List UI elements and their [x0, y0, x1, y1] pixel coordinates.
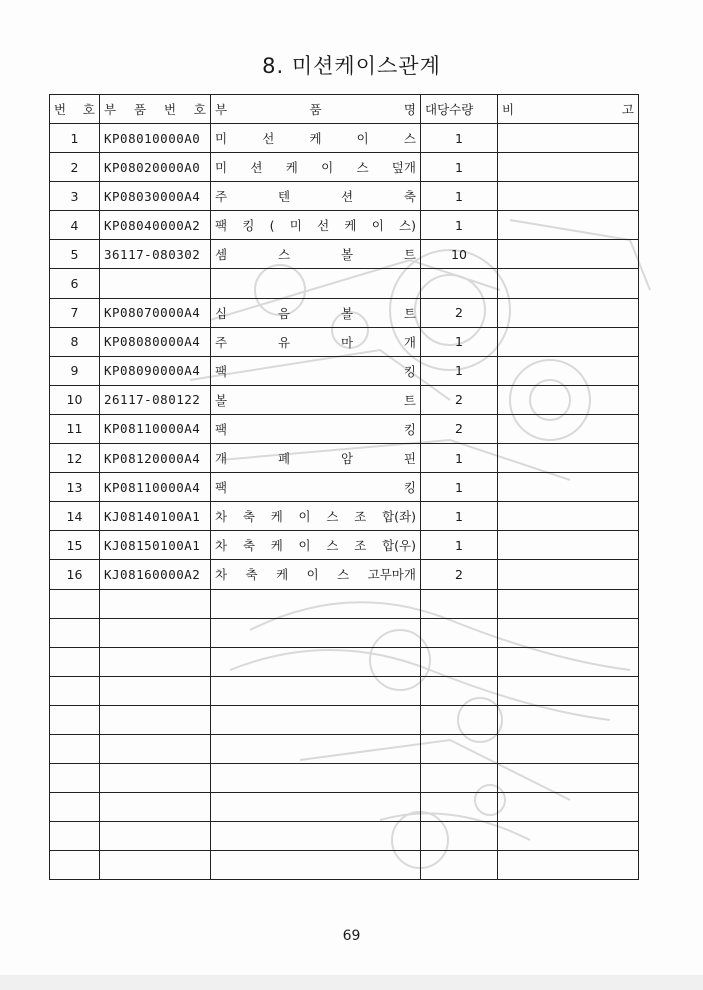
cell-part-name-label: 차 축 케 이 스 조 합(우) — [215, 538, 416, 554]
cell-part-no: KP08020000A0 — [100, 153, 211, 182]
cell-part-no: KP08010000A0 — [100, 124, 211, 153]
cell-qty — [421, 764, 498, 793]
header-part-name — [211, 95, 421, 124]
cell-qty: 10 — [421, 240, 498, 269]
cell-part-name — [211, 560, 421, 589]
header-qty-label: 대당수량 — [425, 102, 474, 117]
cell-no — [50, 618, 100, 647]
cell-qty: 1 — [421, 327, 498, 356]
table-row — [50, 211, 639, 240]
cell-part-name — [211, 240, 421, 269]
cell-part-no — [100, 734, 211, 763]
header-part-name-label: 부 품 명 — [215, 102, 416, 117]
cell-no — [50, 647, 100, 676]
cell-part-no: KJ08160000A2 — [100, 560, 211, 589]
cell-part-name — [211, 269, 421, 298]
parts-table — [49, 94, 639, 880]
scan-bottom-edge — [0, 975, 703, 990]
table-row — [50, 676, 639, 705]
table-row — [50, 240, 639, 269]
cell-qty: 2 — [421, 414, 498, 443]
table-row — [50, 589, 639, 618]
cell-qty — [421, 793, 498, 822]
cell-part-name — [211, 676, 421, 705]
cell-no: 3 — [50, 182, 100, 211]
cell-no — [50, 793, 100, 822]
section-title: 8. 미션케이스관계 — [262, 54, 441, 78]
table-row — [50, 414, 639, 443]
cell-qty — [421, 618, 498, 647]
cell-remark — [498, 385, 639, 414]
cell-qty: 2 — [421, 385, 498, 414]
header-remark-label: 비 고 — [502, 102, 634, 117]
cell-part-name — [211, 153, 421, 182]
cell-part-name-label: 미 선 케 이 스 — [215, 131, 416, 147]
cell-no: 8 — [50, 327, 100, 356]
table-row — [50, 153, 639, 182]
cell-qty: 1 — [421, 356, 498, 385]
table-row — [50, 327, 639, 356]
cell-part-name — [211, 444, 421, 473]
cell-part-name — [211, 734, 421, 763]
header-remark — [498, 95, 639, 124]
table-row — [50, 531, 639, 560]
cell-part-no: KP08070000A4 — [100, 298, 211, 327]
page-number: 69 — [342, 928, 361, 944]
cell-part-no: 36117-080302 — [100, 240, 211, 269]
table-row — [50, 764, 639, 793]
cell-part-name-label: 주 텐 션 축 — [215, 189, 416, 205]
cell-part-no: KP08120000A4 — [100, 444, 211, 473]
cell-part-name-label: 볼 트 — [215, 392, 416, 408]
table-row — [50, 851, 639, 880]
cell-part-no: KP08110000A4 — [100, 473, 211, 502]
cell-no: 11 — [50, 414, 100, 443]
cell-no: 10 — [50, 385, 100, 414]
cell-remark — [498, 211, 639, 240]
table-row — [50, 182, 639, 211]
table-row — [50, 647, 639, 676]
cell-qty: 1 — [421, 182, 498, 211]
cell-qty: 1 — [421, 153, 498, 182]
cell-remark — [498, 676, 639, 705]
cell-qty: 1 — [421, 124, 498, 153]
cell-part-no — [100, 269, 211, 298]
cell-no: 5 — [50, 240, 100, 269]
cell-part-name-label: 심 음 볼 트 — [215, 305, 416, 321]
cell-remark — [498, 356, 639, 385]
header-no — [50, 95, 100, 124]
cell-part-no — [100, 793, 211, 822]
header-qty — [421, 95, 498, 124]
cell-remark — [498, 502, 639, 531]
cell-no: 1 — [50, 124, 100, 153]
cell-part-no — [100, 647, 211, 676]
cell-qty: 1 — [421, 473, 498, 502]
header-no-label: 번 호 — [54, 102, 95, 117]
cell-part-no — [100, 589, 211, 618]
cell-qty — [421, 822, 498, 851]
cell-qty: 1 — [421, 502, 498, 531]
cell-part-name-label: 주 유 마 개 — [215, 334, 416, 350]
header-part-no — [100, 95, 211, 124]
cell-no — [50, 589, 100, 618]
table-row — [50, 298, 639, 327]
cell-qty: 2 — [421, 298, 498, 327]
cell-no — [50, 705, 100, 734]
cell-part-no — [100, 764, 211, 793]
cell-part-name-label: 차 축 케 이 스 고무마개 — [215, 567, 416, 583]
cell-part-name-label: 미 션 케 이 스 덮개 — [215, 160, 416, 176]
cell-no — [50, 734, 100, 763]
cell-part-no — [100, 705, 211, 734]
cell-no — [50, 676, 100, 705]
cell-part-name — [211, 385, 421, 414]
cell-part-no: KP08040000A2 — [100, 211, 211, 240]
cell-part-no — [100, 676, 211, 705]
cell-part-name — [211, 705, 421, 734]
cell-remark — [498, 124, 639, 153]
table-row — [50, 793, 639, 822]
cell-part-name — [211, 531, 421, 560]
cell-part-no: KP08090000A4 — [100, 356, 211, 385]
cell-part-no — [100, 851, 211, 880]
cell-part-name — [211, 647, 421, 676]
cell-qty — [421, 269, 498, 298]
cell-no: 4 — [50, 211, 100, 240]
cell-remark — [498, 153, 639, 182]
cell-part-name — [211, 764, 421, 793]
cell-no: 13 — [50, 473, 100, 502]
cell-qty — [421, 647, 498, 676]
cell-no: 7 — [50, 298, 100, 327]
cell-remark — [498, 269, 639, 298]
cell-remark — [498, 589, 639, 618]
cell-no: 15 — [50, 531, 100, 560]
cell-part-name — [211, 618, 421, 647]
cell-remark — [498, 822, 639, 851]
table-row — [50, 473, 639, 502]
cell-no: 9 — [50, 356, 100, 385]
cell-remark — [498, 764, 639, 793]
cell-remark — [498, 240, 639, 269]
cell-part-name — [211, 356, 421, 385]
cell-part-name-label: 팩 킹 — [215, 363, 416, 379]
cell-part-no — [100, 822, 211, 851]
cell-part-name — [211, 793, 421, 822]
cell-remark — [498, 705, 639, 734]
cell-remark — [498, 298, 639, 327]
cell-qty — [421, 705, 498, 734]
cell-qty: 1 — [421, 444, 498, 473]
cell-part-name — [211, 473, 421, 502]
cell-part-no: KP08110000A4 — [100, 414, 211, 443]
cell-remark — [498, 182, 639, 211]
cell-remark — [498, 793, 639, 822]
cell-no: 16 — [50, 560, 100, 589]
cell-qty: 1 — [421, 211, 498, 240]
cell-part-name — [211, 327, 421, 356]
cell-part-no: KJ08140100A1 — [100, 502, 211, 531]
cell-remark — [498, 327, 639, 356]
parts-table-body — [50, 124, 639, 880]
cell-remark — [498, 473, 639, 502]
cell-qty — [421, 734, 498, 763]
cell-part-name-label: 팩 킹 ( 미 선 케 이 스) — [215, 217, 416, 234]
cell-remark — [498, 851, 639, 880]
cell-part-name — [211, 851, 421, 880]
table-row — [50, 385, 639, 414]
table-row — [50, 822, 639, 851]
table-header-row — [50, 95, 639, 124]
table-row — [50, 705, 639, 734]
cell-part-name — [211, 502, 421, 531]
cell-part-name-label: 개 폐 암 핀 — [215, 451, 416, 467]
table-row — [50, 444, 639, 473]
cell-part-name — [211, 298, 421, 327]
cell-part-name — [211, 211, 421, 240]
cell-qty: 2 — [421, 560, 498, 589]
table-row — [50, 356, 639, 385]
table-row — [50, 618, 639, 647]
header-part-no-label: 부 품 번 호 — [104, 102, 206, 117]
cell-remark — [498, 444, 639, 473]
cell-qty — [421, 851, 498, 880]
cell-part-no: KP08080000A4 — [100, 327, 211, 356]
cell-remark — [498, 414, 639, 443]
cell-no: 14 — [50, 502, 100, 531]
cell-part-no — [100, 618, 211, 647]
cell-part-no: KP08030000A4 — [100, 182, 211, 211]
cell-part-name — [211, 124, 421, 153]
cell-part-no: 26117-080122 — [100, 385, 211, 414]
cell-no — [50, 764, 100, 793]
cell-remark — [498, 618, 639, 647]
table-row — [50, 560, 639, 589]
cell-remark — [498, 734, 639, 763]
table-row — [50, 269, 639, 298]
cell-no: 12 — [50, 444, 100, 473]
table-row — [50, 502, 639, 531]
cell-part-name — [211, 822, 421, 851]
cell-part-name — [211, 182, 421, 211]
cell-qty — [421, 676, 498, 705]
cell-no: 2 — [50, 153, 100, 182]
cell-part-name-label: 셈 스 볼 트 — [215, 247, 416, 263]
table-row — [50, 124, 639, 153]
cell-no — [50, 851, 100, 880]
cell-part-no: KJ08150100A1 — [100, 531, 211, 560]
cell-remark — [498, 560, 639, 589]
cell-no — [50, 822, 100, 851]
cell-no: 6 — [50, 269, 100, 298]
cell-part-name — [211, 414, 421, 443]
cell-part-name-label: 팩 킹 — [215, 421, 416, 437]
cell-remark — [498, 531, 639, 560]
cell-remark — [498, 647, 639, 676]
table-row — [50, 734, 639, 763]
cell-part-name-label: 차 축 케 이 스 조 합(좌) — [215, 509, 416, 525]
cell-qty: 1 — [421, 531, 498, 560]
cell-qty — [421, 589, 498, 618]
cell-part-name-label: 팩 킹 — [215, 480, 416, 496]
cell-part-name — [211, 589, 421, 618]
